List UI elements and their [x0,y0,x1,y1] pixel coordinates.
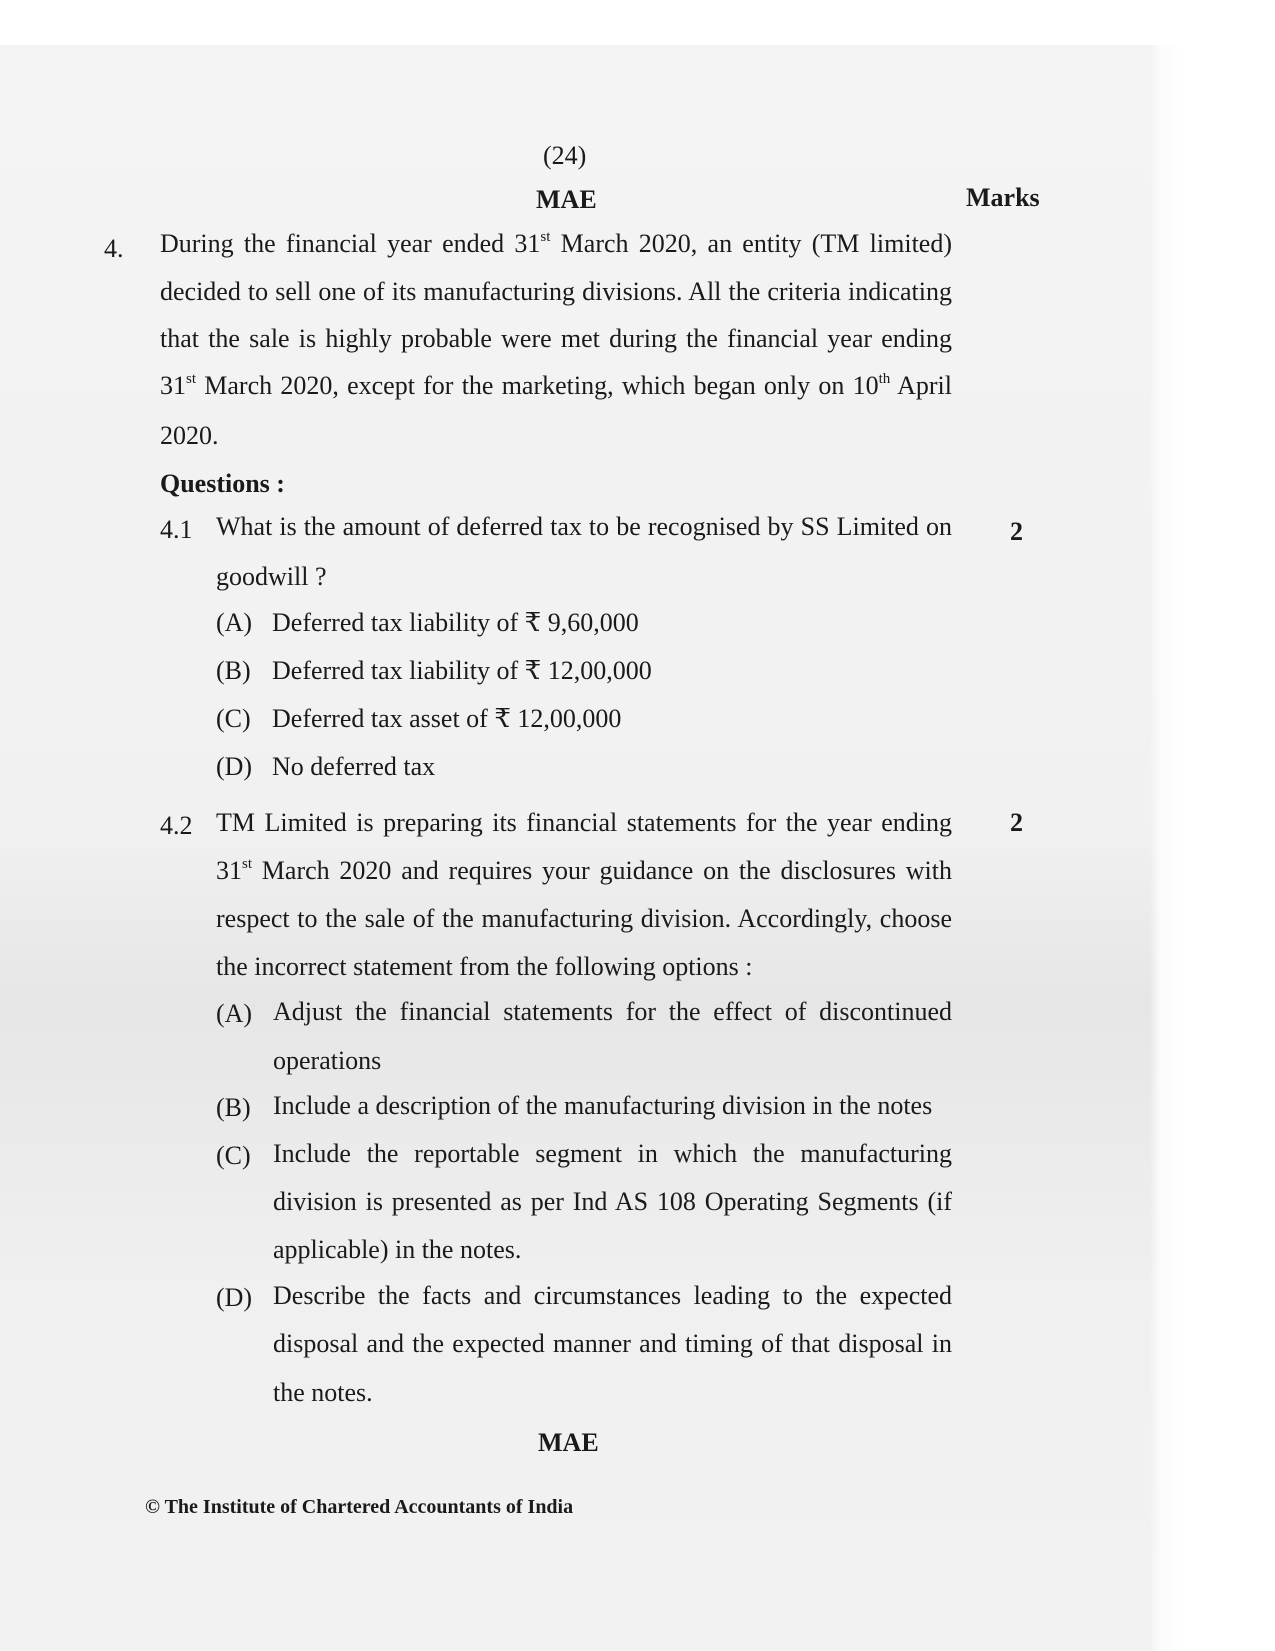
copyright-notice: © The Institute of Chartered Accountants of India [145,1496,574,1518]
q2-option-d-line-3: the notes. [273,1378,373,1407]
q1-option-b-text: Deferred tax liability of ₹ 12,00,000 [272,656,652,685]
q1-option-b-label: (B) [216,656,251,685]
intro-line-5: 2020. [160,421,219,450]
q2-option-b-line-1: Include a description of the manufacturing division in the notes [273,1091,933,1120]
q2-marks: 2 [1010,808,1023,837]
q1-option-d-text: No deferred tax [272,752,436,781]
q2-option-a-line-1: Adjust the financial statements for the effect of discontinued [273,997,952,1026]
q1-option-c-label: (C) [216,704,251,733]
page-top-margin [0,0,1275,45]
q2-option-c-line-3: applicable) in the notes. [273,1235,522,1264]
q2-option-d-line-1: Describe the facts and circumstances leading to the expected [273,1281,952,1310]
intro-line-1: During the financial year ended 31st March 2020, an entity (TM limited) [160,229,952,258]
q2-number: 4.2 [160,811,193,840]
q1-line-1: What is the amount of deferred tax to be recognised by SS Limited on [216,512,952,541]
page-number: (24) [543,141,587,170]
q2-line-2: 31st March 2020 and requires your guidance on the disclosures with [216,856,952,885]
q2-line-4: the incorrect statement from the following options : [216,952,753,981]
q2-option-c-line-2: division is presented as per Ind AS 108 Operating Segments (if [273,1187,952,1216]
q2-option-d-line-2: disposal and the expected manner and timing of that disposal in [273,1329,952,1358]
q2-option-d-label: (D) [216,1283,253,1312]
paper-code-footer: MAE [538,1428,599,1457]
marks-heading: Marks [966,183,1040,212]
q1-option-c-text: Deferred tax asset of ₹ 12,00,000 [272,704,622,733]
intro-line-4: 31st March 2020, except for the marketing, which began only on 10th April [160,371,952,400]
intro-line-3: that the sale is highly probable were met during the financial year ending [160,324,952,353]
question-number: 4. [104,234,124,263]
q2-option-c-label: (C) [216,1141,251,1170]
q1-number: 4.1 [160,515,193,544]
q2-line-3: respect to the sale of the manufacturing division. Accordingly, choose [216,904,952,933]
intro-line-2: decided to sell one of its manufacturing divisions. All the criteria indicating [160,277,952,306]
q1-option-d-label: (D) [216,752,253,781]
q2-line-1: TM Limited is preparing its financial statements for the year ending [216,808,952,837]
q1-option-a-text: Deferred tax liability of ₹ 9,60,000 [272,608,639,637]
page-edge [1150,0,1275,1651]
q1-marks: 2 [1010,517,1023,546]
q2-option-b-label: (B) [216,1093,251,1122]
q2-option-a-line-2: operations [273,1046,382,1075]
q1-option-a-label: (A) [216,608,253,637]
q2-option-a-label: (A) [216,999,253,1028]
questions-heading: Questions : [160,469,285,498]
paper-code-header: MAE [536,185,597,214]
q1-line-2: goodwill ? [216,562,327,591]
q2-option-c-line-1: Include the reportable segment in which the manufacturing [273,1139,952,1168]
